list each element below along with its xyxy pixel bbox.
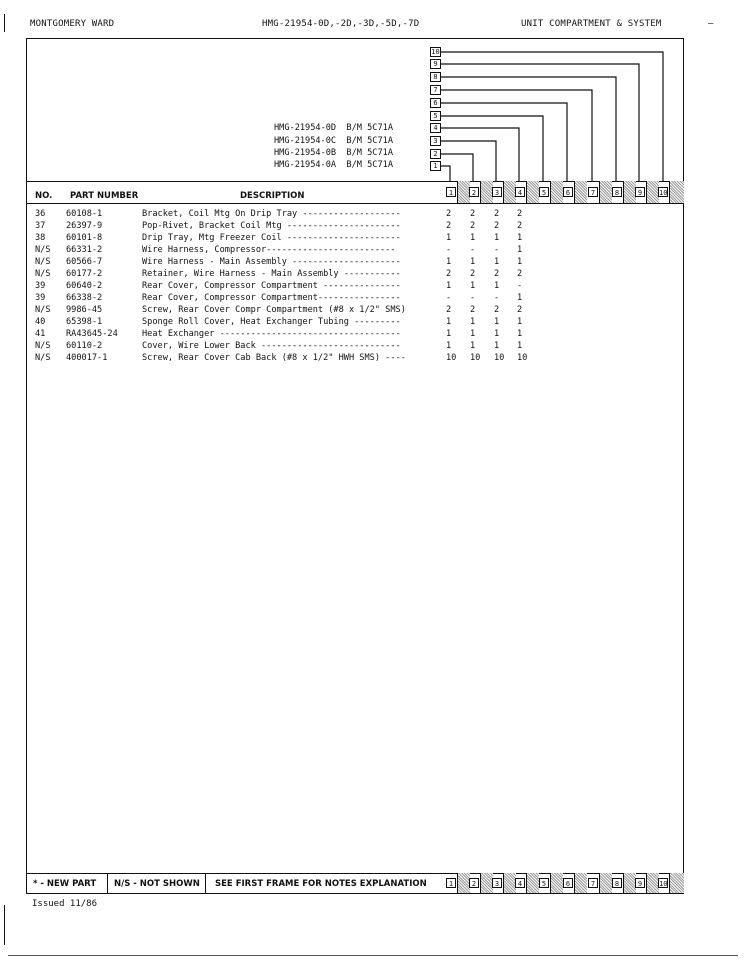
item-no: N/S [35, 269, 51, 279]
qty-v3: 1 [494, 257, 500, 267]
version-box-3: 3 [430, 136, 441, 146]
part-description: Rear Cover, Compressor Compartment --------------- [142, 281, 401, 291]
version-box-10: 10 [431, 48, 440, 56]
part-description: Drip Tray, Mtg Freezer Coil ---------------------- [142, 233, 401, 243]
qty-v1: 1 [446, 257, 452, 267]
footer-version-4: 4 [514, 873, 539, 893]
qty-v1: - [446, 245, 452, 255]
qty-v4: 2 [517, 305, 523, 315]
qty-v3: 10 [494, 353, 505, 363]
qty-v4: 1 [517, 341, 523, 351]
part-description: Pop-Rivet, Bracket Coil Mtg ---------------------- [142, 221, 401, 231]
version-box-9: 9 [430, 59, 441, 69]
qty-v1: 1 [446, 317, 452, 327]
part-number: 26397-9 [66, 221, 103, 231]
brand-name: MONTGOMERY WARD [30, 19, 115, 29]
qty-v3: 1 [494, 233, 500, 243]
part-number: 60101-8 [66, 233, 103, 243]
table-row [0, 340, 750, 352]
qty-v1: - [446, 293, 452, 303]
table-row [0, 244, 750, 256]
col-header-version-7: 7 [587, 181, 612, 203]
table-row [0, 232, 750, 244]
part-number: 400017-1 [66, 353, 108, 363]
qty-v2: 1 [470, 341, 476, 351]
qty-v1: 2 [446, 269, 452, 279]
qty-v2: 10 [470, 353, 481, 363]
qty-v4: - [517, 281, 523, 291]
qty-v3: - [494, 245, 500, 255]
version-label-1: HMG-21954-0A B/M 5C71A [274, 160, 393, 170]
col-header-version-4: 4 [514, 181, 539, 203]
part-number: 60640-2 [66, 281, 103, 291]
part-number: 66331-2 [66, 245, 103, 255]
qty-v1: 2 [446, 209, 452, 219]
qty-v2: 2 [470, 269, 476, 279]
part-description: Wire Harness - Main Assembly --------------------- [142, 257, 401, 267]
table-row [0, 304, 750, 316]
item-no: N/S [35, 257, 51, 267]
header-dash: — [708, 19, 714, 29]
table-row [0, 328, 750, 340]
qty-v4: 1 [517, 329, 523, 339]
qty-v4: 2 [517, 209, 523, 219]
part-number: RA43645-24 [66, 329, 118, 339]
col-header-version-1: 1 [445, 181, 470, 203]
part-number: 66338-2 [66, 293, 103, 303]
qty-v1: 2 [446, 305, 452, 315]
issued-date: Issued 11/86 [32, 899, 98, 909]
footer-version-7: 7 [587, 873, 612, 893]
table-row [0, 208, 750, 220]
col-header-version-5: 5 [538, 181, 563, 203]
col-header-no: NO. [35, 191, 53, 201]
version-box-4: 4 [430, 123, 441, 133]
qty-v4: 2 [517, 221, 523, 231]
version-box-2: 2 [430, 149, 441, 159]
qty-v2: 1 [470, 233, 476, 243]
col-header-version-9: 9 [634, 181, 659, 203]
table-row [0, 280, 750, 292]
table-row [0, 292, 750, 304]
item-no: N/S [35, 305, 51, 315]
part-description: Heat Exchanger ----------------------------------- [142, 329, 401, 339]
qty-v4: 2 [517, 269, 523, 279]
col-header-version-10: 10 [657, 181, 684, 203]
col-header-version-8: 8 [611, 181, 636, 203]
part-description: Cover, Wire Lower Back --------------------------- [142, 341, 401, 351]
qty-v1: 2 [446, 221, 452, 231]
item-no: 39 [35, 281, 46, 291]
col-header-version-6: 6 [562, 181, 587, 203]
col-header-description: DESCRIPTION [240, 191, 305, 201]
footer-notes: SEE FIRST FRAME FOR NOTES EXPLANATION [215, 879, 427, 889]
qty-v1: 1 [446, 341, 452, 351]
item-no: 40 [35, 317, 46, 327]
version-box-6: 6 [430, 98, 441, 108]
part-description: Retainer, Wire Harness - Main Assembly ----------- [142, 269, 401, 279]
qty-v3: - [494, 293, 500, 303]
part-description: Screw, Rear Cover Cab Back (#8 x 1/2" HWH SMS) ---- [142, 353, 406, 363]
footer-version-1: 1 [445, 873, 470, 893]
model-number: HMG-21954-0D,-2D,-3D,-5D,-7D [262, 19, 420, 29]
section-title: UNIT COMPARTMENT & SYSTEM [521, 19, 662, 29]
part-number: 60177-2 [66, 269, 103, 279]
qty-v4: 1 [517, 317, 523, 327]
qty-v3: 1 [494, 329, 500, 339]
col-header-version-3: 3 [491, 181, 516, 203]
qty-v3: 2 [494, 209, 500, 219]
qty-v1: 10 [446, 353, 457, 363]
part-number: 60110-2 [66, 341, 103, 351]
footer-divider [205, 873, 206, 893]
footer-version-6: 6 [562, 873, 587, 893]
part-number: 60108-1 [66, 209, 103, 219]
part-description: Wire Harness, Compressor------------------------- [142, 245, 396, 255]
item-no: 38 [35, 233, 46, 243]
item-no: N/S [35, 341, 51, 351]
header-bottom-rule [26, 203, 684, 204]
footer-version-9: 9 [634, 873, 659, 893]
version-box-1: 1 [430, 161, 441, 171]
qty-v4: 1 [517, 293, 523, 303]
item-no: 39 [35, 293, 46, 303]
item-no: 41 [35, 329, 46, 339]
footer-version-10: 10 [657, 873, 684, 893]
part-number: 60566-7 [66, 257, 103, 267]
footer-version-2: 2 [468, 873, 493, 893]
binding-mark [4, 905, 5, 945]
qty-v3: 1 [494, 341, 500, 351]
table-row [0, 256, 750, 268]
qty-v4: 1 [517, 257, 523, 267]
version-label-2: HMG-21954-0B B/M 5C71A [274, 148, 393, 158]
page-bottom-rule [8, 955, 738, 956]
table-row [0, 268, 750, 280]
part-description: Rear Cover, Compressor Compartment---------------- [142, 293, 401, 303]
version-box-5: 5 [430, 111, 441, 121]
qty-v4: 1 [517, 245, 523, 255]
version-label-4: HMG-21954-0D B/M 5C71A [274, 123, 393, 133]
item-no: N/S [35, 245, 51, 255]
footer-new-part: * - NEW PART [33, 879, 97, 889]
item-no: 36 [35, 209, 46, 219]
qty-v3: 1 [494, 281, 500, 291]
item-no: N/S [35, 353, 51, 363]
version-box-8: 8 [430, 72, 441, 82]
qty-v2: - [470, 245, 476, 255]
qty-v3: 2 [494, 221, 500, 231]
version-bracket-diagram [0, 0, 750, 200]
footer-divider [107, 873, 108, 893]
part-number: 9986-45 [66, 305, 103, 315]
qty-v3: 1 [494, 317, 500, 327]
table-row [0, 352, 750, 364]
qty-v2: 1 [470, 317, 476, 327]
qty-v2: 1 [470, 281, 476, 291]
qty-v2: 2 [470, 305, 476, 315]
qty-v2: 2 [470, 209, 476, 219]
col-header-version-2: 2 [468, 181, 493, 203]
footer-version-5: 5 [538, 873, 563, 893]
qty-v4: 10 [517, 353, 528, 363]
col-header-part-number: PART NUMBER [70, 191, 139, 201]
footer-not-shown: N/S - NOT SHOWN [114, 879, 200, 889]
qty-v1: 1 [446, 281, 452, 291]
part-description: Bracket, Coil Mtg On Drip Tray ------------------- [142, 209, 401, 219]
qty-v3: 2 [494, 305, 500, 315]
table-row [0, 316, 750, 328]
footer-version-8: 8 [611, 873, 636, 893]
qty-v1: 1 [446, 233, 452, 243]
item-no: 37 [35, 221, 46, 231]
qty-v4: 1 [517, 233, 523, 243]
qty-v2: - [470, 293, 476, 303]
qty-v1: 1 [446, 329, 452, 339]
qty-v2: 2 [470, 221, 476, 231]
part-description: Screw, Rear Cover Compr Compartment (#8 x 1/2" SMS) [142, 305, 406, 315]
footer-version-3: 3 [491, 873, 516, 893]
qty-v2: 1 [470, 329, 476, 339]
version-label-3: HMG-21954-0C B/M 5C71A [274, 136, 393, 146]
version-box-7: 7 [430, 85, 441, 95]
part-number: 65398-1 [66, 317, 103, 327]
table-row [0, 220, 750, 232]
part-description: Sponge Roll Cover, Heat Exchanger Tubing --------- [142, 317, 401, 327]
qty-v2: 1 [470, 257, 476, 267]
qty-v3: 2 [494, 269, 500, 279]
